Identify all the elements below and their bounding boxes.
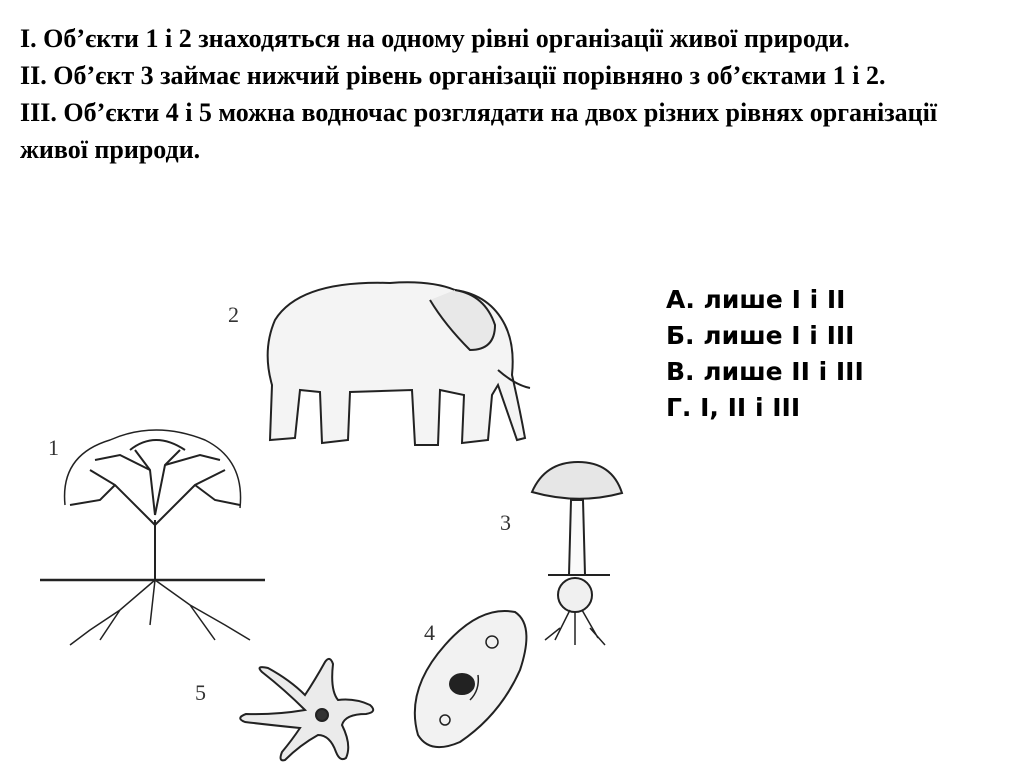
answer-option-b[interactable]: Б. лише І і ІІІ — [666, 321, 855, 350]
statement-1: I. Об’єкти 1 і 2 знаходяться на одному рівні організації живої природи. — [20, 24, 850, 53]
answer-options — [666, 282, 864, 426]
label-5: 5 — [195, 680, 206, 705]
answer-option-a[interactable]: А. лише І і ІІ — [666, 285, 846, 314]
label-3: 3 — [500, 510, 511, 535]
tree-drawing — [40, 430, 265, 645]
answer-option-d[interactable]: Г. І, ІІ і ІІІ — [666, 393, 801, 422]
statement-3: III. Об’єкти 4 і 5 можна водночас розглядати на двох різних рівнях організації живої природи. — [20, 98, 938, 164]
question-statements — [20, 20, 1010, 168]
amoeba-drawing — [240, 659, 373, 760]
label-1: 1 — [48, 435, 59, 460]
label-4: 4 — [424, 620, 435, 645]
statement-2: II. Об’єкт 3 займає нижчий рівень організації порівняно з об’єктами 1 і 2. — [20, 61, 886, 90]
organisms-illustration — [0, 270, 660, 767]
label-2: 2 — [228, 302, 239, 327]
mushroom-drawing — [532, 462, 622, 645]
elephant-drawing — [268, 282, 530, 445]
answer-option-c[interactable]: В. лише ІІ і ІІІ — [666, 357, 864, 386]
